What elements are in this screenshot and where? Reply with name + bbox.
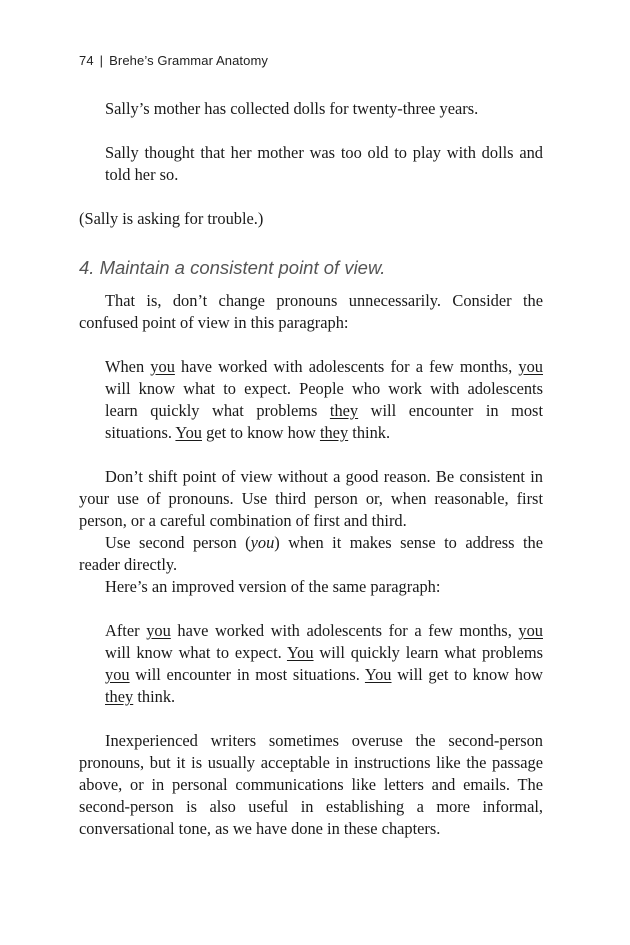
advice-paragraph-2: Use second person (you) when it makes sense to address the reader directly.	[79, 533, 543, 574]
running-header	[79, 53, 268, 68]
example-sentence-1: Sally’s mother has collected dolls for twenty-three years.	[105, 99, 479, 118]
advice-paragraph-1: Don’t shift point of view without a good reason. Be consistent in your use of pronouns. Use third person or, when reasonable, first person, or a careful combination of first and third.	[79, 467, 543, 530]
header-separator: |	[99, 53, 104, 68]
advice-paragraph-3: Here’s an improved version of the same paragraph:	[105, 577, 441, 596]
example-sentence-2: Sally thought that her mother was too old to play with dolls and told her so.	[105, 143, 543, 184]
aside-note: (Sally is asking for trouble.)	[79, 209, 264, 228]
page-number: 74	[79, 53, 94, 68]
confused-example-paragraph: When you have worked with adolescents for a few months, you will know what to expect. People who work with adolescents learn quickly what problems they will encounter in most situations. You get to know how they think.	[105, 357, 543, 442]
improved-example-paragraph: After you have worked with adolescents for a few months, you will know what to expect. You will quickly learn what problems you will encounter in most situations. You will get to know how they think.	[105, 621, 543, 706]
intro-paragraph: That is, don’t change pronouns unnecessarily. Consider the confused point of view in this paragraph:	[79, 291, 543, 332]
closing-paragraph: Inexperienced writers sometimes overuse the second-person pronouns, but it is usually acceptable in instructions like the passage above, or in personal communications like letters and emails. The second-person is also useful in establishing a more informal, conversational tone, as we have done in these chapters.	[79, 731, 543, 838]
book-title: Brehe’s Grammar Anatomy	[109, 53, 268, 68]
section-heading: 4. Maintain a consistent point of view.	[79, 257, 386, 278]
page-body	[79, 98, 543, 840]
